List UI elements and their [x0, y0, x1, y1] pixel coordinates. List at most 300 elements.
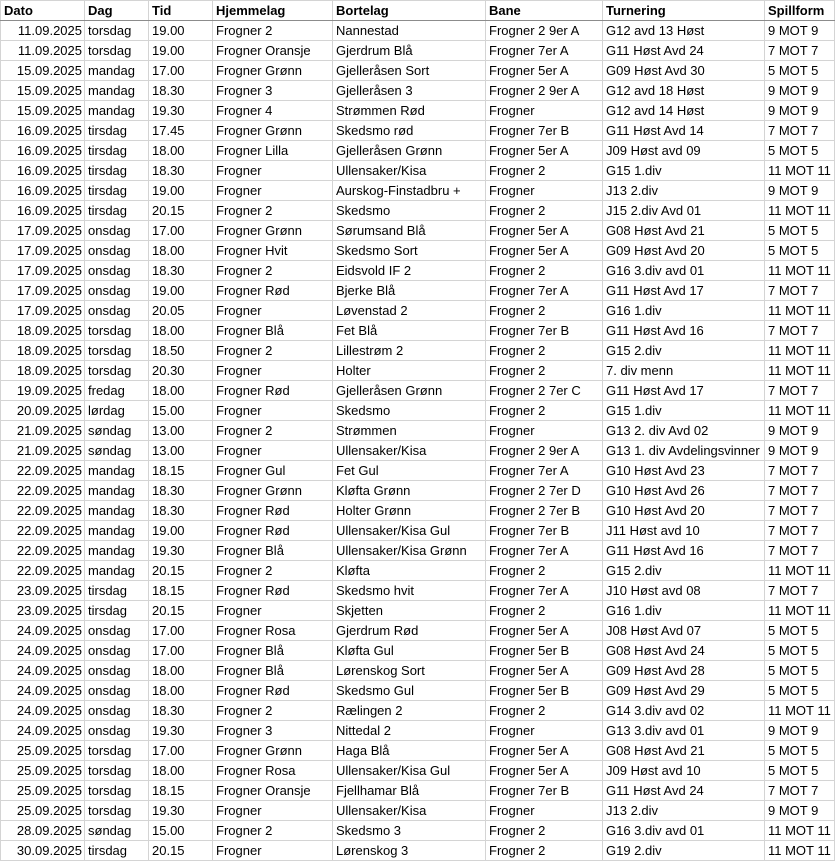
- cell-bortelag[interactable]: Rælingen 2: [333, 701, 486, 721]
- column-header-dato[interactable]: Dato: [1, 1, 85, 21]
- cell-bortelag[interactable]: Sørumsand Blå: [333, 221, 486, 241]
- cell-dato[interactable]: 25.09.2025: [1, 741, 85, 761]
- cell-bane[interactable]: Frogner 2: [486, 841, 603, 861]
- cell-tid[interactable]: 18.30: [149, 481, 213, 501]
- cell-dag[interactable]: søndag: [85, 441, 149, 461]
- cell-turnering[interactable]: G10 Høst Avd 26: [603, 481, 765, 501]
- cell-bane[interactable]: Frogner 2: [486, 161, 603, 181]
- cell-dato[interactable]: 25.09.2025: [1, 801, 85, 821]
- cell-dag[interactable]: onsdag: [85, 661, 149, 681]
- cell-bane[interactable]: Frogner 2: [486, 561, 603, 581]
- cell-turnering[interactable]: G13 2. div Avd 02: [603, 421, 765, 441]
- cell-bortelag[interactable]: Ullensaker/Kisa Gul: [333, 761, 486, 781]
- cell-bane[interactable]: Frogner 5er A: [486, 221, 603, 241]
- cell-dato[interactable]: 22.09.2025: [1, 481, 85, 501]
- cell-tid[interactable]: 18.30: [149, 161, 213, 181]
- cell-dato[interactable]: 15.09.2025: [1, 81, 85, 101]
- cell-dato[interactable]: 22.09.2025: [1, 561, 85, 581]
- cell-bane[interactable]: Frogner 7er B: [486, 121, 603, 141]
- cell-bortelag[interactable]: Strømmen Rød: [333, 101, 486, 121]
- cell-dato[interactable]: 16.09.2025: [1, 141, 85, 161]
- cell-spillform[interactable]: 11 MOT 11: [765, 701, 835, 721]
- cell-turnering[interactable]: G08 Høst Avd 24: [603, 641, 765, 661]
- cell-dag[interactable]: tirsdag: [85, 841, 149, 861]
- cell-dag[interactable]: torsdag: [85, 21, 149, 41]
- cell-hjemmelag[interactable]: Frogner Oransje: [213, 41, 333, 61]
- cell-dag[interactable]: onsdag: [85, 261, 149, 281]
- cell-bortelag[interactable]: Gjerdrum Blå: [333, 41, 486, 61]
- cell-dato[interactable]: 24.09.2025: [1, 641, 85, 661]
- cell-bortelag[interactable]: Kløfta: [333, 561, 486, 581]
- cell-hjemmelag[interactable]: Frogner 3: [213, 721, 333, 741]
- cell-tid[interactable]: 18.00: [149, 241, 213, 261]
- cell-spillform[interactable]: 5 MOT 5: [765, 661, 835, 681]
- cell-dato[interactable]: 18.09.2025: [1, 341, 85, 361]
- cell-bane[interactable]: Frogner 2: [486, 341, 603, 361]
- cell-turnering[interactable]: G08 Høst Avd 21: [603, 221, 765, 241]
- cell-dato[interactable]: 20.09.2025: [1, 401, 85, 421]
- cell-hjemmelag[interactable]: Frogner: [213, 181, 333, 201]
- cell-dag[interactable]: torsdag: [85, 781, 149, 801]
- cell-turnering[interactable]: G16 3.div avd 01: [603, 821, 765, 841]
- cell-spillform[interactable]: 5 MOT 5: [765, 761, 835, 781]
- cell-tid[interactable]: 15.00: [149, 401, 213, 421]
- cell-bane[interactable]: Frogner 2: [486, 401, 603, 421]
- cell-dag[interactable]: tirsdag: [85, 181, 149, 201]
- cell-spillform[interactable]: 9 MOT 9: [765, 101, 835, 121]
- cell-dag[interactable]: mandag: [85, 541, 149, 561]
- cell-hjemmelag[interactable]: Frogner Grønn: [213, 741, 333, 761]
- cell-bortelag[interactable]: Skedsmo hvit: [333, 581, 486, 601]
- cell-turnering[interactable]: G09 Høst Avd 30: [603, 61, 765, 81]
- cell-hjemmelag[interactable]: Frogner Oransje: [213, 781, 333, 801]
- cell-tid[interactable]: 19.00: [149, 21, 213, 41]
- cell-spillform[interactable]: 5 MOT 5: [765, 221, 835, 241]
- cell-spillform[interactable]: 5 MOT 5: [765, 681, 835, 701]
- cell-bortelag[interactable]: Fjellhamar Blå: [333, 781, 486, 801]
- cell-spillform[interactable]: 11 MOT 11: [765, 841, 835, 861]
- cell-turnering[interactable]: G09 Høst Avd 29: [603, 681, 765, 701]
- cell-bortelag[interactable]: Ullensaker/Kisa: [333, 161, 486, 181]
- cell-hjemmelag[interactable]: Frogner Grønn: [213, 481, 333, 501]
- cell-bane[interactable]: Frogner 7er B: [486, 781, 603, 801]
- cell-spillform[interactable]: 7 MOT 7: [765, 321, 835, 341]
- cell-hjemmelag[interactable]: Frogner: [213, 841, 333, 861]
- cell-bane[interactable]: Frogner 5er A: [486, 761, 603, 781]
- cell-bortelag[interactable]: Gjelleråsen Sort: [333, 61, 486, 81]
- cell-hjemmelag[interactable]: Frogner: [213, 401, 333, 421]
- cell-hjemmelag[interactable]: Frogner 2: [213, 341, 333, 361]
- cell-bane[interactable]: Frogner 7er A: [486, 461, 603, 481]
- cell-turnering[interactable]: G15 1.div: [603, 401, 765, 421]
- cell-tid[interactable]: 13.00: [149, 421, 213, 441]
- cell-hjemmelag[interactable]: Frogner Grønn: [213, 121, 333, 141]
- cell-dato[interactable]: 16.09.2025: [1, 161, 85, 181]
- cell-dag[interactable]: tirsdag: [85, 121, 149, 141]
- cell-dato[interactable]: 18.09.2025: [1, 361, 85, 381]
- cell-dag[interactable]: mandag: [85, 521, 149, 541]
- cell-turnering[interactable]: G19 2.div: [603, 841, 765, 861]
- cell-bortelag[interactable]: Nannestad: [333, 21, 486, 41]
- cell-bane[interactable]: Frogner 5er B: [486, 641, 603, 661]
- cell-hjemmelag[interactable]: Frogner 2: [213, 201, 333, 221]
- cell-dato[interactable]: 28.09.2025: [1, 821, 85, 841]
- cell-tid[interactable]: 18.50: [149, 341, 213, 361]
- cell-hjemmelag[interactable]: Frogner 2: [213, 421, 333, 441]
- cell-tid[interactable]: 18.15: [149, 781, 213, 801]
- cell-spillform[interactable]: 11 MOT 11: [765, 161, 835, 181]
- cell-dag[interactable]: mandag: [85, 481, 149, 501]
- cell-bortelag[interactable]: Eidsvold IF 2: [333, 261, 486, 281]
- cell-tid[interactable]: 19.00: [149, 181, 213, 201]
- cell-spillform[interactable]: 7 MOT 7: [765, 581, 835, 601]
- cell-hjemmelag[interactable]: Frogner: [213, 441, 333, 461]
- column-header-turnering[interactable]: Turnering: [603, 1, 765, 21]
- cell-hjemmelag[interactable]: Frogner Rød: [213, 281, 333, 301]
- cell-bane[interactable]: Frogner 2 9er A: [486, 21, 603, 41]
- cell-spillform[interactable]: 7 MOT 7: [765, 501, 835, 521]
- cell-dato[interactable]: 30.09.2025: [1, 841, 85, 861]
- cell-bane[interactable]: Frogner 2: [486, 261, 603, 281]
- cell-dag[interactable]: torsdag: [85, 741, 149, 761]
- cell-dag[interactable]: torsdag: [85, 41, 149, 61]
- cell-dag[interactable]: tirsdag: [85, 581, 149, 601]
- cell-dag[interactable]: fredag: [85, 381, 149, 401]
- cell-spillform[interactable]: 7 MOT 7: [765, 121, 835, 141]
- cell-turnering[interactable]: G16 1.div: [603, 601, 765, 621]
- cell-turnering[interactable]: G09 Høst Avd 20: [603, 241, 765, 261]
- cell-tid[interactable]: 19.00: [149, 41, 213, 61]
- cell-bortelag[interactable]: Ullensaker/Kisa: [333, 801, 486, 821]
- cell-tid[interactable]: 20.15: [149, 841, 213, 861]
- cell-hjemmelag[interactable]: Frogner 2: [213, 561, 333, 581]
- cell-spillform[interactable]: 5 MOT 5: [765, 141, 835, 161]
- cell-dag[interactable]: onsdag: [85, 301, 149, 321]
- cell-dato[interactable]: 17.09.2025: [1, 281, 85, 301]
- cell-bane[interactable]: Frogner 2: [486, 361, 603, 381]
- cell-dag[interactable]: mandag: [85, 561, 149, 581]
- cell-dato[interactable]: 11.09.2025: [1, 41, 85, 61]
- cell-turnering[interactable]: G11 Høst Avd 16: [603, 541, 765, 561]
- cell-dag[interactable]: mandag: [85, 61, 149, 81]
- cell-tid[interactable]: 18.30: [149, 81, 213, 101]
- cell-turnering[interactable]: G16 3.div avd 01: [603, 261, 765, 281]
- cell-dato[interactable]: 24.09.2025: [1, 721, 85, 741]
- cell-bortelag[interactable]: Haga Blå: [333, 741, 486, 761]
- cell-hjemmelag[interactable]: Frogner 2: [213, 701, 333, 721]
- cell-bortelag[interactable]: Fet Gul: [333, 461, 486, 481]
- cell-turnering[interactable]: G16 1.div: [603, 301, 765, 321]
- cell-bortelag[interactable]: Kløfta Grønn: [333, 481, 486, 501]
- cell-hjemmelag[interactable]: Frogner Hvit: [213, 241, 333, 261]
- cell-bortelag[interactable]: Skedsmo rød: [333, 121, 486, 141]
- cell-dag[interactable]: tirsdag: [85, 141, 149, 161]
- cell-spillform[interactable]: 7 MOT 7: [765, 281, 835, 301]
- cell-hjemmelag[interactable]: Frogner Rød: [213, 381, 333, 401]
- cell-tid[interactable]: 18.00: [149, 141, 213, 161]
- cell-spillform[interactable]: 9 MOT 9: [765, 801, 835, 821]
- cell-bane[interactable]: Frogner 2: [486, 201, 603, 221]
- cell-dato[interactable]: 19.09.2025: [1, 381, 85, 401]
- cell-dag[interactable]: mandag: [85, 81, 149, 101]
- cell-turnering[interactable]: G12 avd 14 Høst: [603, 101, 765, 121]
- cell-bortelag[interactable]: Gjelleråsen 3: [333, 81, 486, 101]
- cell-dag[interactable]: onsdag: [85, 621, 149, 641]
- cell-tid[interactable]: 18.00: [149, 381, 213, 401]
- cell-turnering[interactable]: J11 Høst avd 10: [603, 521, 765, 541]
- cell-spillform[interactable]: 11 MOT 11: [765, 601, 835, 621]
- cell-turnering[interactable]: G15 2.div: [603, 561, 765, 581]
- cell-dag[interactable]: onsdag: [85, 241, 149, 261]
- cell-spillform[interactable]: 11 MOT 11: [765, 401, 835, 421]
- cell-hjemmelag[interactable]: Frogner Rød: [213, 521, 333, 541]
- cell-dato[interactable]: 22.09.2025: [1, 521, 85, 541]
- cell-spillform[interactable]: 9 MOT 9: [765, 421, 835, 441]
- cell-bortelag[interactable]: Skedsmo: [333, 201, 486, 221]
- cell-tid[interactable]: 19.30: [149, 721, 213, 741]
- cell-dato[interactable]: 25.09.2025: [1, 781, 85, 801]
- cell-dato[interactable]: 16.09.2025: [1, 121, 85, 141]
- cell-hjemmelag[interactable]: Frogner: [213, 301, 333, 321]
- cell-dag[interactable]: torsdag: [85, 761, 149, 781]
- cell-turnering[interactable]: G15 1.div: [603, 161, 765, 181]
- cell-tid[interactable]: 15.00: [149, 821, 213, 841]
- cell-bane[interactable]: Frogner 5er A: [486, 621, 603, 641]
- cell-bane[interactable]: Frogner 7er B: [486, 521, 603, 541]
- cell-hjemmelag[interactable]: Frogner Grønn: [213, 61, 333, 81]
- cell-bane[interactable]: Frogner 7er B: [486, 321, 603, 341]
- cell-bane[interactable]: Frogner: [486, 181, 603, 201]
- cell-tid[interactable]: 20.30: [149, 361, 213, 381]
- cell-hjemmelag[interactable]: Frogner 4: [213, 101, 333, 121]
- cell-bane[interactable]: Frogner: [486, 421, 603, 441]
- cell-dato[interactable]: 16.09.2025: [1, 181, 85, 201]
- cell-hjemmelag[interactable]: Frogner Rød: [213, 581, 333, 601]
- cell-tid[interactable]: 17.45: [149, 121, 213, 141]
- cell-bortelag[interactable]: Ullensaker/Kisa: [333, 441, 486, 461]
- cell-hjemmelag[interactable]: Frogner: [213, 161, 333, 181]
- cell-spillform[interactable]: 11 MOT 11: [765, 361, 835, 381]
- cell-dato[interactable]: 17.09.2025: [1, 261, 85, 281]
- cell-dato[interactable]: 24.09.2025: [1, 701, 85, 721]
- cell-bortelag[interactable]: Bjerke Blå: [333, 281, 486, 301]
- column-header-dag[interactable]: Dag: [85, 1, 149, 21]
- cell-dato[interactable]: 24.09.2025: [1, 661, 85, 681]
- cell-tid[interactable]: 18.00: [149, 661, 213, 681]
- cell-spillform[interactable]: 5 MOT 5: [765, 641, 835, 661]
- cell-bane[interactable]: Frogner 2: [486, 301, 603, 321]
- cell-bane[interactable]: Frogner 5er A: [486, 61, 603, 81]
- cell-dato[interactable]: 22.09.2025: [1, 541, 85, 561]
- cell-bane[interactable]: Frogner 2: [486, 701, 603, 721]
- cell-dato[interactable]: 11.09.2025: [1, 21, 85, 41]
- cell-spillform[interactable]: 5 MOT 5: [765, 621, 835, 641]
- cell-dato[interactable]: 24.09.2025: [1, 681, 85, 701]
- cell-tid[interactable]: 20.15: [149, 601, 213, 621]
- cell-bortelag[interactable]: Gjerdrum Rød: [333, 621, 486, 641]
- cell-bortelag[interactable]: Skedsmo Sort: [333, 241, 486, 261]
- cell-hjemmelag[interactable]: Frogner Rød: [213, 681, 333, 701]
- cell-spillform[interactable]: 5 MOT 5: [765, 741, 835, 761]
- cell-dag[interactable]: onsdag: [85, 701, 149, 721]
- cell-hjemmelag[interactable]: Frogner Rosa: [213, 761, 333, 781]
- cell-bane[interactable]: Frogner 7er A: [486, 41, 603, 61]
- cell-turnering[interactable]: J13 2.div: [603, 801, 765, 821]
- cell-dag[interactable]: torsdag: [85, 321, 149, 341]
- cell-dag[interactable]: tirsdag: [85, 161, 149, 181]
- cell-bane[interactable]: Frogner 2 7er D: [486, 481, 603, 501]
- cell-hjemmelag[interactable]: Frogner: [213, 801, 333, 821]
- cell-turnering[interactable]: 7. div menn: [603, 361, 765, 381]
- cell-tid[interactable]: 20.15: [149, 561, 213, 581]
- cell-bortelag[interactable]: Fet Blå: [333, 321, 486, 341]
- cell-tid[interactable]: 19.30: [149, 801, 213, 821]
- cell-turnering[interactable]: G11 Høst Avd 17: [603, 381, 765, 401]
- cell-turnering[interactable]: G11 Høst Avd 16: [603, 321, 765, 341]
- cell-tid[interactable]: 19.00: [149, 281, 213, 301]
- cell-dato[interactable]: 22.09.2025: [1, 501, 85, 521]
- cell-turnering[interactable]: G15 2.div: [603, 341, 765, 361]
- cell-bortelag[interactable]: Nittedal 2: [333, 721, 486, 741]
- cell-dato[interactable]: 21.09.2025: [1, 421, 85, 441]
- cell-dato[interactable]: 17.09.2025: [1, 221, 85, 241]
- cell-dag[interactable]: onsdag: [85, 641, 149, 661]
- cell-hjemmelag[interactable]: Frogner Grønn: [213, 221, 333, 241]
- cell-tid[interactable]: 19.30: [149, 101, 213, 121]
- cell-tid[interactable]: 18.30: [149, 501, 213, 521]
- column-header-hjemmelag[interactable]: Hjemmelag: [213, 1, 333, 21]
- cell-turnering[interactable]: G11 Høst Avd 14: [603, 121, 765, 141]
- cell-turnering[interactable]: G10 Høst Avd 23: [603, 461, 765, 481]
- cell-dato[interactable]: 23.09.2025: [1, 581, 85, 601]
- cell-turnering[interactable]: J09 Høst avd 09: [603, 141, 765, 161]
- cell-hjemmelag[interactable]: Frogner: [213, 601, 333, 621]
- cell-bane[interactable]: Frogner 5er A: [486, 661, 603, 681]
- cell-dag[interactable]: onsdag: [85, 681, 149, 701]
- cell-turnering[interactable]: G11 Høst Avd 17: [603, 281, 765, 301]
- cell-bane[interactable]: Frogner 7er A: [486, 581, 603, 601]
- cell-bortelag[interactable]: Ullensaker/Kisa Grønn: [333, 541, 486, 561]
- column-header-bortelag[interactable]: Bortelag: [333, 1, 486, 21]
- cell-bane[interactable]: Frogner 7er A: [486, 541, 603, 561]
- cell-dato[interactable]: 17.09.2025: [1, 241, 85, 261]
- cell-spillform[interactable]: 7 MOT 7: [765, 541, 835, 561]
- cell-dag[interactable]: tirsdag: [85, 201, 149, 221]
- cell-turnering[interactable]: G14 3.div avd 02: [603, 701, 765, 721]
- column-header-tid[interactable]: Tid: [149, 1, 213, 21]
- cell-bane[interactable]: Frogner 5er B: [486, 681, 603, 701]
- cell-tid[interactable]: 17.00: [149, 741, 213, 761]
- cell-dato[interactable]: 21.09.2025: [1, 441, 85, 461]
- cell-turnering[interactable]: J08 Høst Avd 07: [603, 621, 765, 641]
- cell-dato[interactable]: 15.09.2025: [1, 61, 85, 81]
- cell-turnering[interactable]: G10 Høst Avd 20: [603, 501, 765, 521]
- cell-tid[interactable]: 18.15: [149, 581, 213, 601]
- cell-dag[interactable]: lørdag: [85, 401, 149, 421]
- cell-bortelag[interactable]: Gjelleråsen Grønn: [333, 141, 486, 161]
- cell-bortelag[interactable]: Kløfta Gul: [333, 641, 486, 661]
- cell-tid[interactable]: 18.30: [149, 701, 213, 721]
- cell-dato[interactable]: 17.09.2025: [1, 301, 85, 321]
- cell-tid[interactable]: 18.30: [149, 261, 213, 281]
- cell-tid[interactable]: 19.00: [149, 521, 213, 541]
- cell-bane[interactable]: Frogner 5er A: [486, 141, 603, 161]
- cell-spillform[interactable]: 11 MOT 11: [765, 301, 835, 321]
- cell-bane[interactable]: Frogner: [486, 801, 603, 821]
- cell-spillform[interactable]: 9 MOT 9: [765, 81, 835, 101]
- cell-dag[interactable]: torsdag: [85, 361, 149, 381]
- cell-bortelag[interactable]: Aurskog-Finstadbru +: [333, 181, 486, 201]
- cell-bortelag[interactable]: Lørenskog 3: [333, 841, 486, 861]
- column-header-bane[interactable]: Bane: [486, 1, 603, 21]
- cell-turnering[interactable]: G12 avd 18 Høst: [603, 81, 765, 101]
- cell-bane[interactable]: Frogner 2 9er A: [486, 81, 603, 101]
- cell-turnering[interactable]: J13 2.div: [603, 181, 765, 201]
- cell-spillform[interactable]: 7 MOT 7: [765, 521, 835, 541]
- cell-dag[interactable]: onsdag: [85, 281, 149, 301]
- cell-tid[interactable]: 20.05: [149, 301, 213, 321]
- cell-hjemmelag[interactable]: Frogner: [213, 361, 333, 381]
- cell-hjemmelag[interactable]: Frogner Lilla: [213, 141, 333, 161]
- cell-spillform[interactable]: 5 MOT 5: [765, 61, 835, 81]
- cell-tid[interactable]: 19.30: [149, 541, 213, 561]
- cell-dato[interactable]: 16.09.2025: [1, 201, 85, 221]
- cell-turnering[interactable]: J10 Høst avd 08: [603, 581, 765, 601]
- cell-tid[interactable]: 17.00: [149, 621, 213, 641]
- cell-tid[interactable]: 17.00: [149, 61, 213, 81]
- cell-tid[interactable]: 17.00: [149, 221, 213, 241]
- cell-spillform[interactable]: 7 MOT 7: [765, 41, 835, 61]
- cell-dato[interactable]: 22.09.2025: [1, 461, 85, 481]
- cell-dato[interactable]: 24.09.2025: [1, 621, 85, 641]
- cell-spillform[interactable]: 5 MOT 5: [765, 241, 835, 261]
- cell-bane[interactable]: Frogner 2 7er B: [486, 501, 603, 521]
- cell-hjemmelag[interactable]: Frogner Blå: [213, 641, 333, 661]
- cell-hjemmelag[interactable]: Frogner Rosa: [213, 621, 333, 641]
- cell-dag[interactable]: onsdag: [85, 721, 149, 741]
- cell-dato[interactable]: 15.09.2025: [1, 101, 85, 121]
- cell-bortelag[interactable]: Gjelleråsen Grønn: [333, 381, 486, 401]
- cell-spillform[interactable]: 7 MOT 7: [765, 381, 835, 401]
- cell-dato[interactable]: 23.09.2025: [1, 601, 85, 621]
- cell-dag[interactable]: mandag: [85, 501, 149, 521]
- cell-hjemmelag[interactable]: Frogner Blå: [213, 661, 333, 681]
- column-header-spillform[interactable]: Spillform: [765, 1, 835, 21]
- cell-spillform[interactable]: 11 MOT 11: [765, 561, 835, 581]
- cell-dag[interactable]: søndag: [85, 821, 149, 841]
- cell-tid[interactable]: 18.00: [149, 761, 213, 781]
- cell-tid[interactable]: 13.00: [149, 441, 213, 461]
- cell-bane[interactable]: Frogner 2: [486, 821, 603, 841]
- cell-spillform[interactable]: 9 MOT 9: [765, 181, 835, 201]
- cell-turnering[interactable]: J09 Høst avd 10: [603, 761, 765, 781]
- cell-bane[interactable]: Frogner 2: [486, 601, 603, 621]
- cell-bane[interactable]: Frogner 7er A: [486, 281, 603, 301]
- cell-turnering[interactable]: G09 Høst Avd 28: [603, 661, 765, 681]
- cell-bortelag[interactable]: Skedsmo Gul: [333, 681, 486, 701]
- cell-tid[interactable]: 18.15: [149, 461, 213, 481]
- cell-spillform[interactable]: 9 MOT 9: [765, 441, 835, 461]
- cell-hjemmelag[interactable]: Frogner Gul: [213, 461, 333, 481]
- cell-hjemmelag[interactable]: Frogner Blå: [213, 541, 333, 561]
- cell-dag[interactable]: torsdag: [85, 801, 149, 821]
- cell-bane[interactable]: Frogner: [486, 101, 603, 121]
- cell-dag[interactable]: torsdag: [85, 341, 149, 361]
- cell-turnering[interactable]: G08 Høst Avd 21: [603, 741, 765, 761]
- cell-tid[interactable]: 20.15: [149, 201, 213, 221]
- cell-tid[interactable]: 18.00: [149, 321, 213, 341]
- cell-hjemmelag[interactable]: Frogner 2: [213, 261, 333, 281]
